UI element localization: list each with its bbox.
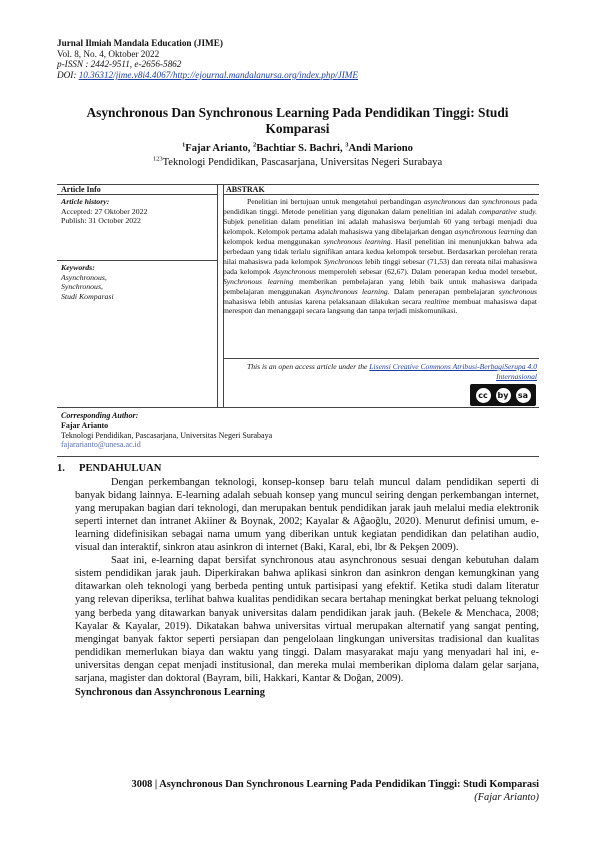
divider bbox=[57, 260, 217, 261]
cc-icon: cc bbox=[475, 387, 492, 404]
abstract-segment: dan bbox=[465, 197, 482, 206]
abstract-segment: . Dalam penerapan pembelajaran bbox=[387, 286, 499, 296]
divider bbox=[57, 407, 539, 408]
published-date: Publish: 31 October 2022 bbox=[61, 216, 141, 226]
abstract-segment: Asynchronous learning bbox=[314, 286, 388, 296]
article-history bbox=[61, 197, 147, 226]
section-title: PENDAHULUAN bbox=[79, 463, 162, 474]
abstract-segment: synchronous learning. bbox=[323, 236, 393, 246]
author-sup: 1 bbox=[182, 141, 186, 149]
abstract-segment: Penelitian ini bertujuan untuk mengetahui perbandingan bbox=[247, 197, 424, 206]
abstract-segment: Subjek penelitian dalam penelitian ini adalah mahasiswa berjumlah 60 yang terbagi menjadi dua kelompok. Kelompok pertama adalah mahasiswa yang dibelajarkan dengan bbox=[223, 216, 537, 236]
corresponding-name: Fajar Arianto bbox=[61, 420, 109, 430]
divider bbox=[57, 194, 217, 195]
abstract-segment: Asynchronous bbox=[273, 266, 316, 276]
section-number: 1. bbox=[57, 463, 65, 474]
author-name: Fajar Arianto, bbox=[185, 143, 254, 154]
abstract-segment: synchronous bbox=[481, 197, 521, 206]
abstract-segment: comparative study. bbox=[478, 206, 537, 216]
page-footer bbox=[57, 778, 539, 804]
accepted-date: Accepted: 27 Oktober 2022 bbox=[61, 206, 148, 216]
abstract-segment: Synchronous learning bbox=[223, 276, 294, 286]
affiliation-text: Teknologi Pendidikan, Pascasarjana, Universitas Negeri Surabaya bbox=[162, 157, 443, 168]
footer-page-title: 3008 | Asynchronous Dan Synchronous Learning Pada Pendidikan Tinggi: Studi Komparasi bbox=[131, 779, 539, 790]
author-sup: 3 bbox=[345, 141, 349, 149]
keyword-item: Studi Komparasi bbox=[61, 291, 114, 301]
cc-license-badge[interactable] bbox=[470, 384, 536, 406]
journal-volume: Vol. 8, No. 4, Oktober 2022 bbox=[57, 48, 160, 59]
journal-issn: p-ISSN : 2442-9511, e-2656-5862 bbox=[57, 59, 182, 70]
corresponding-affiliation: Teknologi Pendidikan, Pascasarjana, Universitas Negeri Surabaya bbox=[61, 430, 273, 440]
abstract-segment: Synchronous bbox=[323, 256, 363, 266]
article-info-box bbox=[57, 184, 539, 456]
keywords-block bbox=[61, 263, 114, 301]
article-title: Asynchronous Dan Synchronous Learning Pada Pendidikan Tinggi: Studi Komparasi bbox=[86, 105, 509, 136]
author-list bbox=[60, 143, 535, 154]
open-access-note bbox=[223, 362, 537, 381]
author-name: Bachtiar S. Bachri, bbox=[256, 143, 346, 154]
body-paragraph: Dengan perkembangan teknologi, konsep-konsep baru telah muncul dalam pendidikan seperti di banyak bidang lainnya. E-learning adalah sebuah konsep yang muncul seiring dengan perkembangan internet, yang merupakan bagian dari teknologi, dan merupakan bentuk pendidikan jarak jauh melalui media elektronik seperti internet dan intranet Akiiner & Boynak, 2002; Kayalar & Ağaoğlu, 2020). Menurut definisi umum, e-learning didefinisikan sebagai nama umum yang diberikan untuk kegiatan pendidikan dan pelatihan audio, visual dan interaktif, sinkron atau asinkron di internet (Baki, Karal, ebi, lbr & Pekşen 2009). bbox=[75, 477, 539, 554]
abstract-segment: memperoleh sebesar (62,67). Dalam penerapan kedua model tersebut, bbox=[316, 266, 537, 276]
footer-author: (Fajar Arianto) bbox=[474, 792, 539, 803]
license-link[interactable]: Lisensi Creative Commons Atribusi-BerbagiSerupa 4.0 Internasional bbox=[369, 362, 537, 381]
author-sup: 2 bbox=[253, 141, 257, 149]
affiliation-sup: 123 bbox=[152, 155, 163, 163]
abstract-segment: realtime bbox=[424, 296, 450, 306]
journal-header bbox=[57, 38, 358, 80]
corresponding-label: Corresponding Author: bbox=[61, 411, 139, 420]
abstract-heading: ABSTRAK bbox=[226, 185, 265, 194]
divider bbox=[57, 456, 539, 457]
subsection-heading: Synchronous dan Assynchronous Learning bbox=[75, 686, 265, 698]
abstract-segment: Hasil penelitian ini menunjukkan bahwa ada perbedaan yang tidak terlalu signifikan antara kedua kelompok tersebut. Berdasarkan perolehan rerata nilai mahasiswa pada kelompok bbox=[223, 236, 537, 266]
author-affiliation bbox=[60, 157, 535, 168]
keywords-label: Keywords: bbox=[61, 263, 95, 272]
divider bbox=[57, 184, 539, 185]
abstract-segment: synchronous bbox=[498, 286, 537, 296]
divider bbox=[223, 194, 539, 195]
abstract-segment: lebih tinggi sebesar (71,53) dan rereata nilai mahasiswa pada kelompok bbox=[223, 256, 538, 276]
abstract-segment: dan kelompok kedua menggunakan bbox=[223, 226, 537, 246]
abstract-text bbox=[223, 197, 537, 316]
keyword-item: Synchronous, bbox=[61, 282, 103, 292]
abstract-segment: membuat mahasiswa dapat merespon dan menanggapi secara langsung dan tanpa terjadi miskomunikasi. bbox=[223, 296, 537, 316]
main-body bbox=[57, 462, 539, 699]
open-access-text: This is an open access article under the bbox=[246, 362, 370, 371]
body-paragraph: Saat ini, e-learning dapat bersifat synchronous atau asynchronous sesuai dengan kebutuhan dalam sistem pendidikan jarak jauh. Diperkirakan bahwa aplikasi sinkron dan asinkron dengan kemungkinan yang ditawarkan oleh teknologi yang berbeda penting untuk partisipasi yang efektif. Ketika studi dalam literatur yang relevan diperiksa, terlihat bahwa kualitas pendidikan secara bertahap meningkat berkat peluang teknologi yang berbeda yang ditawarkan banyak universitas dalam pendidikan jarak jauh. (Bekele & Menchaca, 2008; Kayalar & Kayalar, 2019). Dikatakan bahwa universitas virtual merupakan alternatif yang sangat penting, mengingat banyak faktor seperti persiapan dan pengelolaan lingkungan universitas tradisional dan kualitas pendidikan memerlukan biaya dan waktu yang tinggi. Dalam masyarakat maju yang menyadari hal ini, e-universitas dengan cepat menjadi institusional, dan mereka mulai memberikan diploma dalam gelar sarjana, sarjana, magister dan doktoral (Bayram, bili, Hakkari, Kantar & Doğan, 2009). bbox=[75, 555, 539, 684]
journal-doi bbox=[57, 70, 358, 81]
doi-link[interactable]: 10.36312/jime.v8i4.4067/http://ejournal.mandalanursa.org/index.php/JIME bbox=[78, 69, 359, 80]
corresponding-email[interactable]: fajararianto@unesa.ac.id bbox=[61, 440, 141, 450]
author-name: Andi Mariono bbox=[348, 143, 413, 154]
history-label: Article history: bbox=[61, 197, 110, 206]
abstract-segment: asynchronous bbox=[423, 197, 466, 206]
sa-icon: sa bbox=[515, 387, 532, 404]
section-heading bbox=[57, 462, 539, 475]
abstract-segment: asynchronous learning bbox=[454, 226, 525, 236]
article-info-heading: Article Info bbox=[61, 185, 101, 194]
corresponding-author bbox=[57, 411, 537, 450]
divider bbox=[217, 184, 218, 407]
abstract-segment: pada pendidikan tinggi. Metode penelitian yang digunakan dalam penelitian ini adalah bbox=[223, 197, 537, 216]
doi-label: DOI: bbox=[57, 69, 79, 80]
keyword-item: Asynchronous, bbox=[61, 272, 107, 282]
divider bbox=[223, 358, 539, 359]
journal-name: Jurnal Ilmiah Mandala Education (JIME) bbox=[57, 38, 223, 48]
abstract-segment: memberikan pembelajaran yang lebih baik untuk mahasiswa daripada pembelajaran menggunakan bbox=[223, 276, 537, 296]
by-icon: by bbox=[495, 387, 512, 404]
abstract-segment: mahasiswa lebih antusias karena pelaksanaan dilakukan secara bbox=[223, 296, 425, 306]
